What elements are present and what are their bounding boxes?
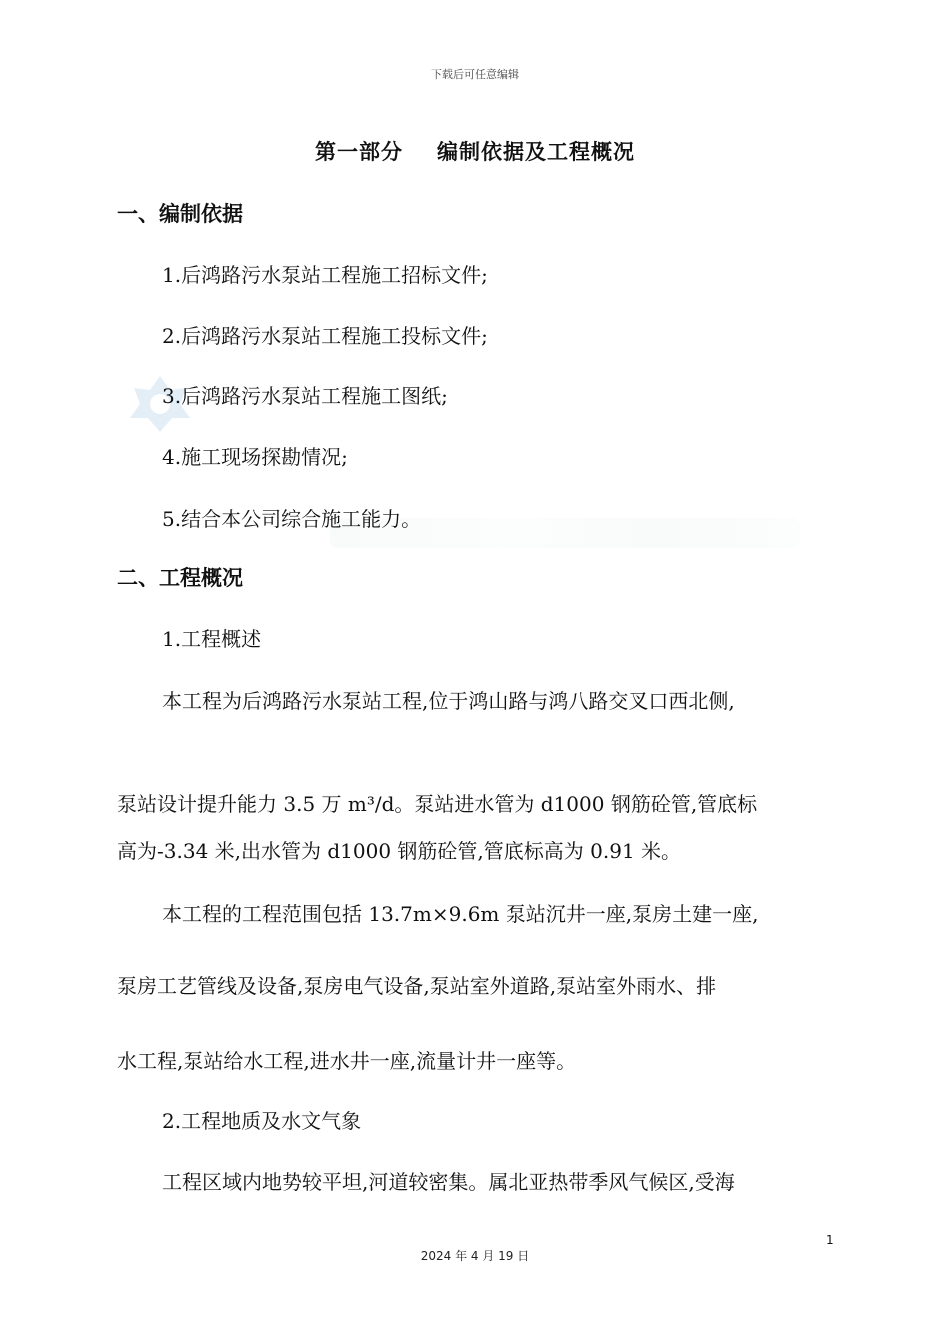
paragraph-line: 泵房工艺管线及设备,泵房电气设备,泵站室外道路,泵站室外雨水、排 [117, 974, 717, 998]
subheading-overview: 1.工程概述 [162, 627, 262, 651]
footer-date: 2024 年 4 月 19 日 [420, 1249, 530, 1263]
section-heading-basis: 一、编制依据 [117, 202, 243, 226]
paragraph-line: 水工程,泵站给水工程,进水井一座,流量计井一座等。 [117, 1049, 577, 1073]
basis-item-3: 3.后鸿路污水泵站工程施工图纸; [162, 384, 448, 408]
section-heading-overview: 二、工程概况 [117, 566, 243, 590]
basis-item-4: 4.施工现场探勘情况; [162, 445, 348, 469]
basis-item-5: 5.结合本公司综合施工能力。 [162, 507, 422, 531]
basis-item-2: 2.后鸿路污水泵站工程施工投标文件; [162, 324, 488, 348]
paragraph-line: 高为-3.34 米,出水管为 d1000 钢筋砼管,管底标高为 0.91 米。 [117, 839, 682, 863]
paragraph-line: 本工程的工程范围包括 13.7m×9.6m 泵站沉井一座,泵房土建一座, [162, 902, 759, 926]
title-part: 第一部分 [315, 140, 403, 164]
subheading-geology: 2.工程地质及水文气象 [162, 1109, 362, 1133]
basis-item-1: 1.后鸿路污水泵站工程施工招标文件; [162, 263, 488, 287]
page-title [0, 136, 950, 166]
paragraph-line: 工程区域内地势较平坦,河道较密集。属北亚热带季风气候区,受海 [162, 1170, 735, 1194]
page-number: 1 [826, 1233, 834, 1247]
title-name: 编制依据及工程概况 [437, 140, 635, 164]
paragraph-line: 本工程为后鸿路污水泵站工程,位于鸿山路与鸿八路交叉口西北侧, [162, 689, 735, 713]
header-note: 下载后可任意编辑 [431, 68, 519, 81]
paragraph-line: 泵站设计提升能力 3.5 万 m³/d。泵站进水管为 d1000 钢筋砼管,管底标 [117, 792, 758, 816]
